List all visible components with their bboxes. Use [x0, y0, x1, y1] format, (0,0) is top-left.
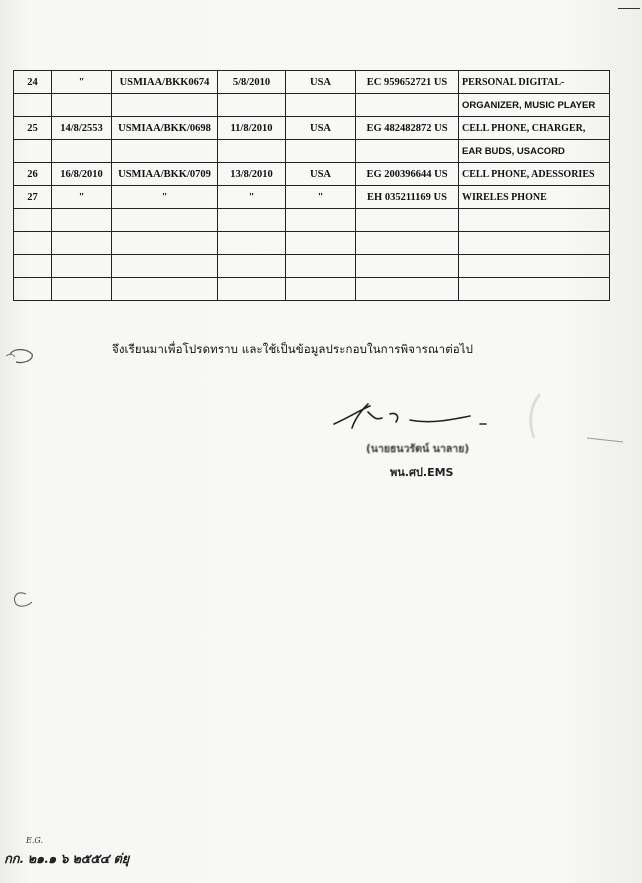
cell-sent-date	[218, 255, 286, 278]
cell-sent-date: 11/8/2010	[218, 117, 286, 140]
table-row	[14, 71, 610, 94]
cell-description	[459, 232, 610, 255]
handwritten-filing-note: กก. ๒๑.๑ ๖ ๒๕๕๔ ต่ยุ	[4, 852, 129, 867]
cell-tracking-number	[356, 232, 459, 255]
scan-smudge	[520, 392, 550, 442]
cell-tracking-number: EC 959652721 US	[356, 71, 459, 94]
cell-sent-date	[218, 278, 286, 301]
cell-description: EAR BUDS, USACORD	[459, 140, 610, 163]
table-row	[14, 255, 610, 278]
cell-received-date	[52, 278, 112, 301]
cell-country: "	[286, 186, 356, 209]
cell-tracking-number	[356, 278, 459, 301]
cell-reference	[112, 278, 218, 301]
cell-number: 27	[14, 186, 52, 209]
table-row	[14, 209, 610, 232]
cell-number	[14, 255, 52, 278]
cell-received-date: "	[52, 71, 112, 94]
cell-description: CELL PHONE, ADESSORIES	[459, 163, 610, 186]
binder-hole-mark	[4, 345, 36, 367]
cell-reference: USMIAA/BKK/0698	[112, 117, 218, 140]
cell-tracking-number	[356, 255, 459, 278]
cell-reference: USMIAA/BKK/0709	[112, 163, 218, 186]
cell-tracking-number	[356, 94, 459, 117]
cell-number	[14, 232, 52, 255]
cell-country	[286, 209, 356, 232]
table-row	[14, 278, 610, 301]
table-row	[14, 140, 610, 163]
cell-tracking-number: EH 035211169 US	[356, 186, 459, 209]
signature-scribble	[330, 398, 510, 438]
cell-tracking-number	[356, 209, 459, 232]
cell-number	[14, 94, 52, 117]
cell-country	[286, 255, 356, 278]
cell-received-date	[52, 209, 112, 232]
cell-description	[459, 209, 610, 232]
cell-number: 25	[14, 117, 52, 140]
cell-sent-date	[218, 140, 286, 163]
cell-description: WIRELES PHONE	[459, 186, 610, 209]
cell-tracking-number	[356, 140, 459, 163]
cell-sent-date: "	[218, 186, 286, 209]
cell-reference	[112, 209, 218, 232]
cell-description: ORGANIZER, MUSIC PLAYER	[459, 94, 610, 117]
cell-description	[459, 278, 610, 301]
cell-description: CELL PHONE, CHARGER,	[459, 117, 610, 140]
cell-country	[286, 232, 356, 255]
scan-scratch	[585, 432, 625, 446]
table-row	[14, 117, 610, 140]
cell-received-date	[52, 232, 112, 255]
table-row	[14, 163, 610, 186]
cell-country	[286, 140, 356, 163]
cell-reference	[112, 140, 218, 163]
cell-country: USA	[286, 117, 356, 140]
cell-received-date	[52, 255, 112, 278]
cell-received-date: 16/8/2010	[52, 163, 112, 186]
cell-reference	[112, 255, 218, 278]
cell-sent-date: 5/8/2010	[218, 71, 286, 94]
signatory-name: (นายธนวรัตน์ นาลาย)	[366, 443, 470, 455]
cell-country: USA	[286, 163, 356, 186]
cell-description	[459, 255, 610, 278]
signatory-position: พน.ศป.EMS	[390, 466, 454, 479]
cell-number: 26	[14, 163, 52, 186]
cell-reference	[112, 94, 218, 117]
closing-statement: จึงเรียนมาเพื่อโปรดทราบ และใช้เป็นข้อมูลประกอบในการพิจารณาต่อไป	[112, 342, 474, 356]
cell-sent-date	[218, 209, 286, 232]
cell-tracking-number: EG 482482872 US	[356, 117, 459, 140]
table-row	[14, 94, 610, 117]
cell-received-date: 14/8/2553	[52, 117, 112, 140]
cell-received-date: "	[52, 186, 112, 209]
edge-mark	[618, 8, 640, 9]
binder-hole-mark-lower	[6, 588, 36, 610]
cell-received-date	[52, 94, 112, 117]
cell-received-date	[52, 140, 112, 163]
cell-reference: USMIAA/BKK0674	[112, 71, 218, 94]
handwritten-initials: E.G.	[26, 836, 44, 845]
cell-country	[286, 94, 356, 117]
shipment-table	[13, 70, 610, 301]
table-row	[14, 232, 610, 255]
cell-reference	[112, 232, 218, 255]
cell-number	[14, 278, 52, 301]
cell-sent-date: 13/8/2010	[218, 163, 286, 186]
cell-country: USA	[286, 71, 356, 94]
cell-reference: "	[112, 186, 218, 209]
cell-number	[14, 140, 52, 163]
cell-tracking-number: EG 200396644 US	[356, 163, 459, 186]
cell-number: 24	[14, 71, 52, 94]
cell-sent-date	[218, 232, 286, 255]
table-row	[14, 186, 610, 209]
cell-number	[14, 209, 52, 232]
cell-description: PERSONAL DIGITAL-	[459, 71, 610, 94]
cell-country	[286, 278, 356, 301]
cell-sent-date	[218, 94, 286, 117]
